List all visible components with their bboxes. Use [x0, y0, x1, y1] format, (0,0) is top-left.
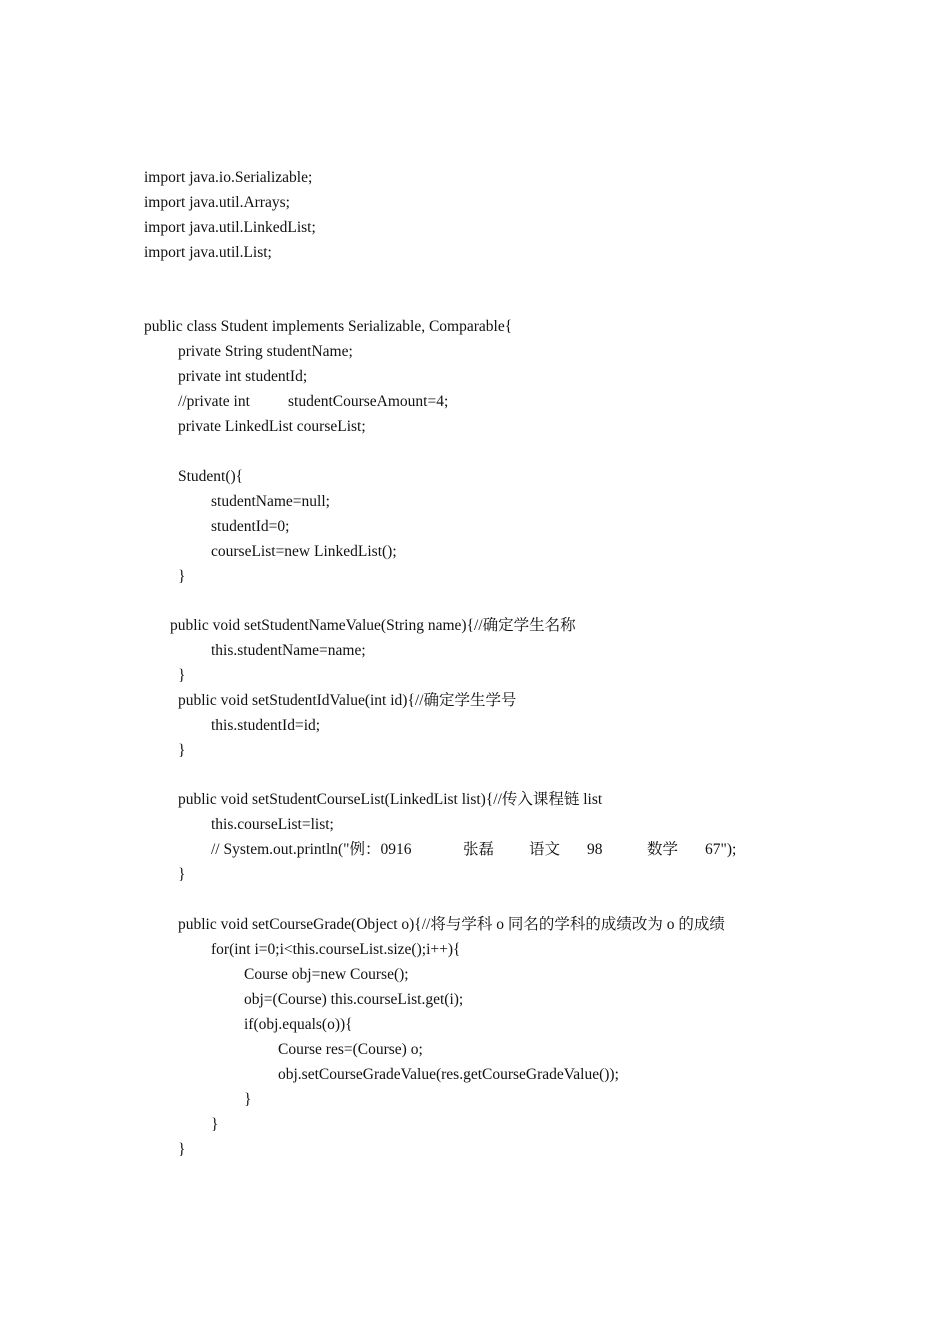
code-text: 数学: [647, 841, 679, 858]
code-text: this.studentName=name;: [211, 642, 366, 659]
code-text: }: [178, 1141, 186, 1158]
code-text: Course res=(Course) o;: [278, 1041, 423, 1058]
code-text: public void setStudentCourseList(LinkedList list){//传入课程链 list: [178, 791, 603, 808]
code-text: private int studentId;: [178, 368, 308, 385]
code-line: [0, 392, 449, 412]
code-text: this.courseList=list;: [211, 816, 334, 833]
code-text: if(obj.equals(o)){: [244, 1016, 353, 1033]
code-text: import java.util.List;: [144, 244, 272, 261]
code-text: 67");: [705, 841, 737, 858]
code-text: }: [178, 866, 186, 883]
code-text: import java.io.Serializable;: [144, 169, 313, 186]
code-text: }: [178, 742, 186, 759]
code-text: import java.util.Arrays;: [144, 194, 290, 211]
code-text: //private int: [178, 393, 250, 410]
code-text: }: [178, 568, 186, 585]
code-text: 张磊: [463, 841, 495, 858]
code-line: [0, 840, 737, 860]
code-text: 语文: [529, 841, 561, 858]
code-text: private LinkedList courseList;: [178, 418, 366, 435]
code-text: private String studentName;: [178, 343, 353, 360]
code-text: this.studentId=id;: [211, 717, 321, 734]
code-text: Student(){: [178, 468, 244, 485]
code-text: public void setStudentNameValue(String name){//确定学生名称: [170, 617, 576, 634]
code-text: studentName=null;: [211, 493, 330, 510]
code-text: public void setCourseGrade(Object o){//将与学科 o 同名的学科的成绩改为 o 的成绩: [178, 916, 725, 933]
code-text: 98: [587, 841, 603, 858]
code-text: courseList=new LinkedList();: [211, 543, 397, 560]
code-text: studentCourseAmount=4;: [288, 393, 449, 410]
code-text: public void setStudentIdValue(int id){//确定学生学号: [178, 692, 517, 709]
code-text: // System.out.println("例：0916: [211, 841, 412, 858]
code-text: for(int i=0;i<this.courseList.size();i++){: [211, 941, 461, 958]
code-text: obj.setCourseGradeValue(res.getCourseGradeValue());: [278, 1066, 619, 1083]
code-text: }: [178, 667, 186, 684]
code-text: }: [211, 1116, 219, 1133]
code-text: studentId=0;: [211, 518, 290, 535]
code-text: }: [244, 1091, 252, 1108]
code-text: import java.util.LinkedList;: [144, 219, 316, 236]
code-text: Course obj=new Course();: [244, 966, 409, 983]
code-text: obj=(Course) this.courseList.get(i);: [244, 991, 464, 1008]
code-text: public class Student implements Serializable, Comparable{: [144, 318, 513, 335]
